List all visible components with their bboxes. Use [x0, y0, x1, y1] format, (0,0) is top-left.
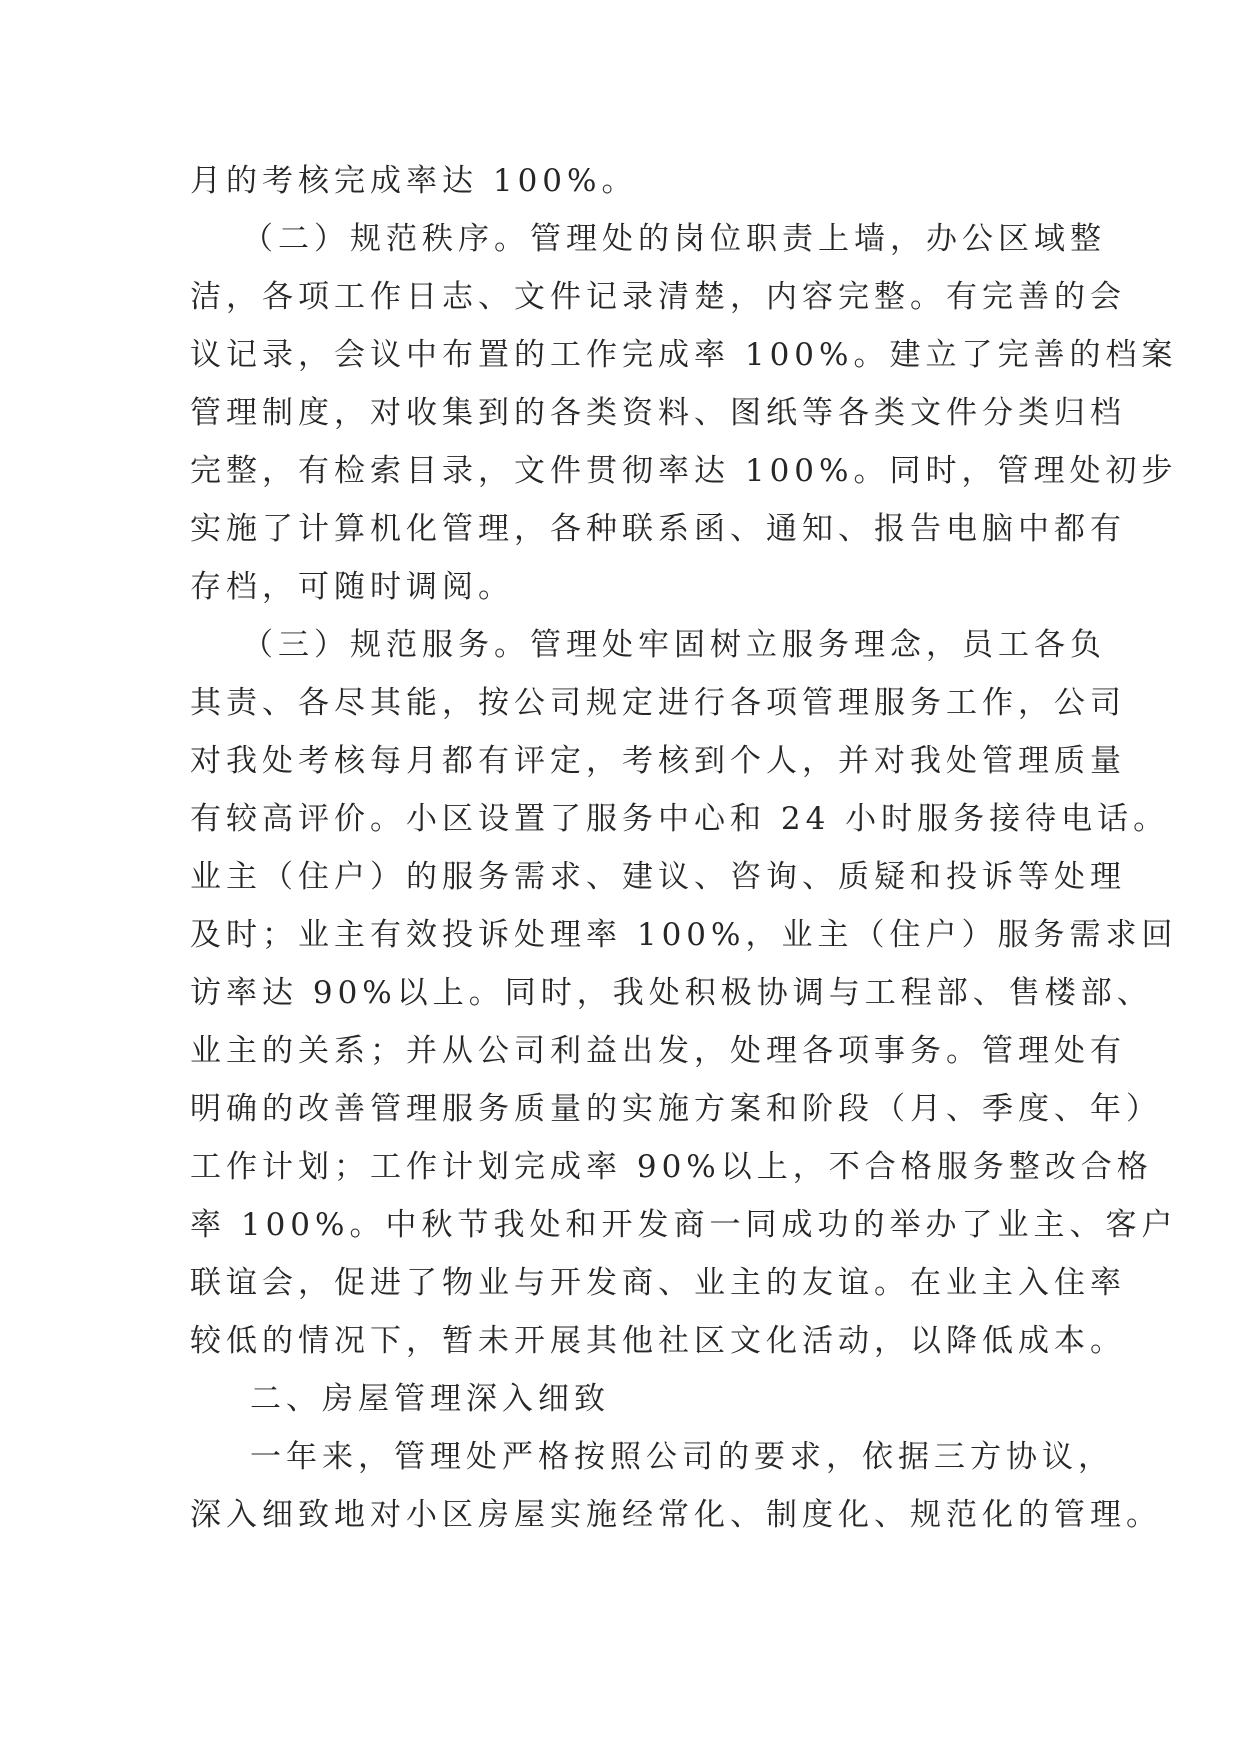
text-line: 联谊会，促进了物业与开发商、业主的友谊。在业主入住率 [190, 1265, 1126, 1301]
text-line: 对我处考核每月都有评定，考核到个人，并对我处管理质量 [190, 743, 1126, 779]
text-line: 月的考核完成率达 100%。 [190, 163, 638, 199]
text-line: 其责、各尽其能，按公司规定进行各项管理服务工作，公司 [190, 685, 1126, 721]
text-line: 业主（住户）的服务需求、建议、咨询、质疑和投诉等处理 [190, 859, 1126, 895]
text-line: 率 100%。中秋节我处和开发商一同成功的举办了业主、客户 [190, 1207, 1178, 1243]
text-line: 访率达 90%以上。同时，我处积极协调与工程部、售楼部、 [190, 975, 1153, 1011]
text-line: 业主的关系；并从公司利益出发，处理各项事务。管理处有 [190, 1033, 1126, 1069]
paragraph-3-first-line: （三）规范服务。管理处牢固树立服务理念，员工各负 [242, 627, 1106, 663]
text-line: 管理制度，对收集到的各类资料、图纸等各类文件分类归档 [190, 395, 1126, 431]
document-body [190, 152, 1178, 1544]
text-line: 明确的改善管理服务质量的实施方案和阶段（月、季度、年） [190, 1091, 1162, 1127]
text-line: 深入细致地对小区房屋实施经常化、制度化、规范化的管理。 [190, 1497, 1162, 1533]
section-heading: 二、房屋管理深入细致 [250, 1381, 610, 1417]
text-line: 存档，可随时调阅。 [190, 569, 514, 605]
text-line: 较低的情况下，暂未开展其他社区文化活动，以降低成本。 [190, 1323, 1126, 1359]
text-line: 工作计划；工作计划完成率 90%以上，不合格服务整改合格 [190, 1149, 1153, 1185]
text-line: 议记录，会议中布置的工作完成率 100%。建立了完善的档案 [190, 337, 1178, 373]
paragraph-2-first-line: （二）规范秩序。管理处的岗位职责上墙，办公区域整 [242, 221, 1106, 257]
text-line: 完整，有检索目录，文件贯彻率达 100%。同时，管理处初步 [190, 453, 1178, 489]
text-line: 及时；业主有效投诉处理率 100%，业主（住户）服务需求回 [190, 917, 1178, 953]
paragraph-4-first-line: 一年来，管理处严格按照公司的要求，依据三方协议， [250, 1439, 1114, 1475]
text-line: 实施了计算机化管理，各种联系函、通知、报告电脑中都有 [190, 511, 1126, 547]
text-line: 洁，各项工作日志、文件记录清楚，内容完整。有完善的会 [190, 279, 1126, 315]
text-line: 有较高评价。小区设置了服务中心和 24 小时服务接待电话。 [190, 801, 1170, 837]
